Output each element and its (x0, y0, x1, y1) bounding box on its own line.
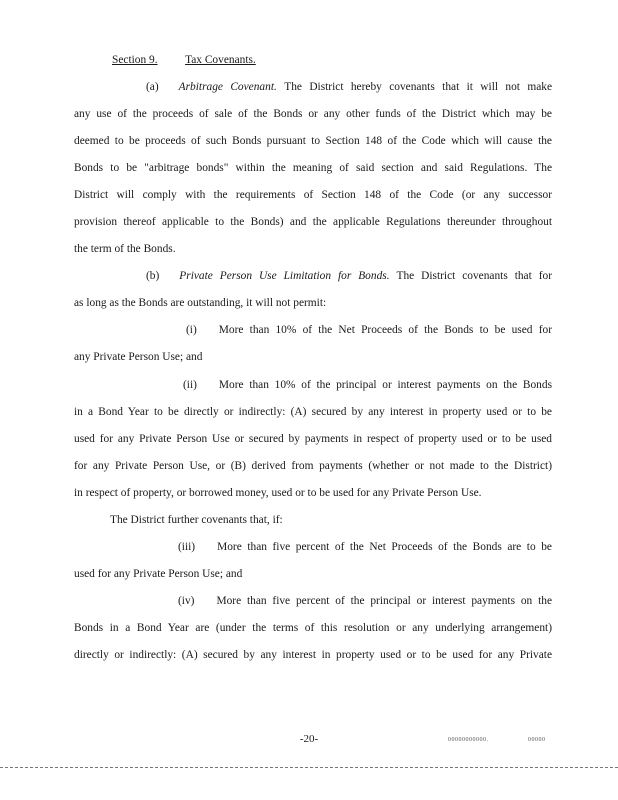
document-id: 00000000000. (448, 737, 489, 743)
para-b-label: (b) (146, 270, 160, 282)
para-a-line-2: any use of the proceeds of sale of the Bonds or any other funds of the District which may be (74, 108, 552, 120)
para-a-line-3: deemed to be proceeds of such Bonds pursuant to Section 148 of the Code which will cause the (74, 135, 552, 147)
item-ii-line-1: (ii) More than 10% of the principal or interest payments on the Bonds (183, 379, 552, 391)
item-iii-line-2: used for any Private Person Use; and (74, 568, 243, 580)
item-i-line-2: any Private Person Use; and (74, 351, 203, 363)
item-i-line-1: (i) More than 10% of the Net Proceeds of the Bonds to be used for (186, 324, 552, 336)
document-version: 00000 (528, 737, 546, 743)
item-ii-line-2: in a Bond Year to be directly or indirectly: (A) secured by any interest in property used or to be (74, 406, 552, 418)
para-a-line-1: (a) Arbitrage Covenant. The District hereby covenants that it will not make (146, 81, 553, 93)
scan-edge-line (0, 767, 618, 768)
page-number: -20- (299, 733, 319, 745)
item-iv-line-3: directly or indirectly: (A) secured by any interest in property used or to be used for any Private (74, 649, 552, 661)
para-b-line-1: (b) Private Person Use Limitation for Bonds. The District covenants that for (146, 270, 552, 282)
further-covenants: The District further covenants that, if: (110, 514, 283, 526)
para-a-line-4: Bonds to be "arbitrage bonds" within the meaning of said section and said Regulations. The (74, 162, 552, 174)
item-ii-line-3: used for any Private Person Use or secured by payments in respect of property used or to be used (74, 433, 552, 445)
item-iv-line-1: (iv) More than five percent of the principal or interest payments on the (178, 595, 552, 607)
para-a-heading: Arbitrage Covenant. (178, 81, 277, 93)
item-ii-line-5: in respect of property, or borrowed money, used or to be used for any Private Person Use. (74, 487, 482, 499)
para-a-line-5: District will comply with the requirements of Section 148 of the Code (or any successor (74, 189, 552, 201)
item-ii-label: (ii) (183, 379, 197, 391)
section-heading (112, 53, 256, 67)
item-iv-label: (iv) (178, 595, 195, 607)
item-iv-line-2: Bonds in a Bond Year are (under the terms of this resolution or any underlying arrangement) (74, 622, 552, 634)
section-title: Tax Covenants. (185, 54, 256, 66)
para-a-line-6: provision thereof applicable to the Bonds) and the applicable Regulations thereunder throughout (74, 216, 552, 228)
para-a-line-7: the term of the Bonds. (74, 243, 176, 255)
item-iii-line-1: (iii) More than five percent of the Net Proceeds of the Bonds are to be (178, 541, 552, 553)
para-a-label: (a) (146, 81, 159, 93)
item-i-label: (i) (186, 324, 197, 336)
item-iii-label: (iii) (178, 541, 196, 553)
para-b-line-2: as long as the Bonds are outstanding, it will not permit: (74, 297, 327, 309)
section-number: Section 9. (112, 54, 158, 66)
para-b-heading: Private Person Use Limitation for Bonds. (179, 270, 390, 282)
item-ii-line-4: for any Private Person Use, or (B) derived from payments (whether or not made to the District) (74, 460, 552, 472)
